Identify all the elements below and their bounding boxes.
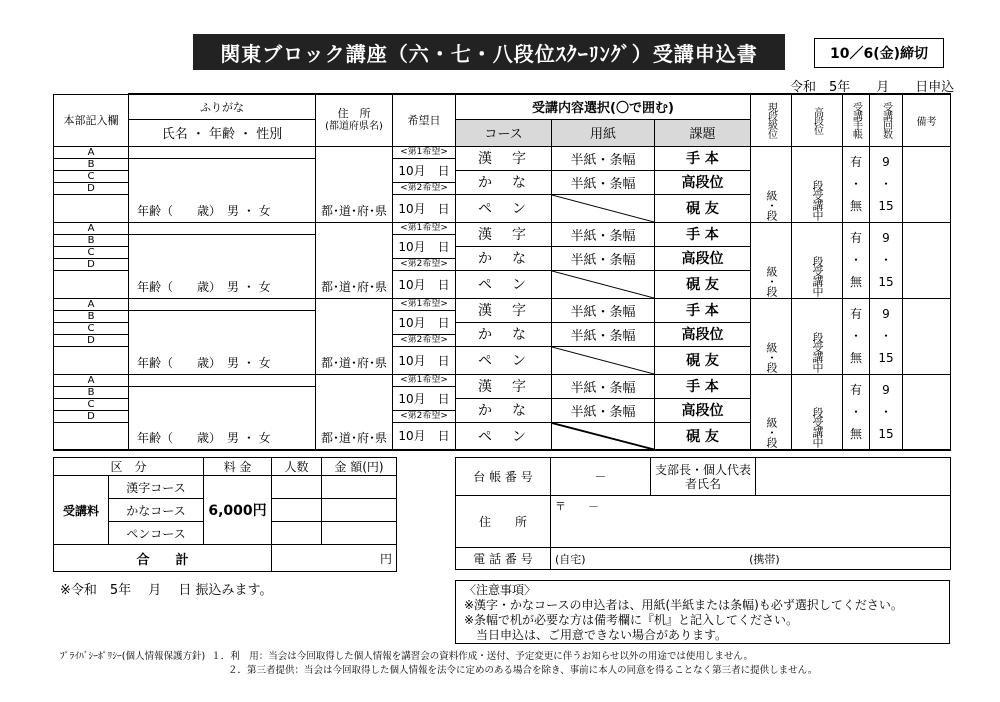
honbu-a: A xyxy=(54,222,129,234)
paper-option[interactable]: 半紙・条幅 xyxy=(552,322,655,346)
subject-option[interactable]: 高段位 xyxy=(655,170,751,194)
amount-header: 金 額(円) xyxy=(322,458,397,476)
paper-option[interactable]: 半紙・条幅 xyxy=(552,146,655,170)
address-label: 住 所 xyxy=(456,496,551,548)
course-option[interactable]: 漢 字 xyxy=(456,374,552,398)
entry-row xyxy=(54,298,951,310)
honbu-blank[interactable] xyxy=(54,422,129,450)
second-choice-label: <第2希望> xyxy=(393,182,456,194)
furigana-header: ふりがな xyxy=(129,94,316,119)
amount-pen[interactable] xyxy=(322,522,397,545)
course-option[interactable]: 漢 字 xyxy=(456,222,552,246)
tuition-label: 受講料 xyxy=(54,476,109,545)
course-option[interactable]: か な xyxy=(456,322,552,346)
application-date: 令和 5年 月 日申込 xyxy=(790,80,955,95)
honbu-b: B xyxy=(54,158,129,170)
deadline-box: 10／6(金)締切 xyxy=(814,38,944,68)
privacy-policy xyxy=(60,650,817,678)
form-title: 関東ブロック講座（六・七・八段位ｽｸｰﾘﾝｸﾞ）受講申込書 xyxy=(193,34,785,70)
honbu-blank[interactable] xyxy=(54,346,129,374)
course-option[interactable]: か な xyxy=(456,246,552,270)
high-rank-header: 高段位 xyxy=(792,94,843,146)
ledger-value[interactable]: － xyxy=(551,458,651,496)
honbu-d: D xyxy=(54,410,129,422)
honbu-a: A xyxy=(54,374,129,386)
people-pen[interactable] xyxy=(272,522,322,545)
subject-option[interactable]: 手 本 xyxy=(655,298,751,322)
honbu-c: C xyxy=(54,398,129,410)
name-input[interactable]: 年齢（ 歳） 男 ・ 女 xyxy=(129,310,316,374)
current-rank-header: 現段級位 xyxy=(751,94,792,146)
paper-na-cell xyxy=(552,346,655,374)
first-choice-label: <第1希望> xyxy=(393,222,456,234)
count-option[interactable]: 9 ・ 15 xyxy=(870,146,903,222)
first-choice-date[interactable]: 10月 日 xyxy=(393,386,456,410)
paper-header: 用紙 xyxy=(552,119,655,146)
fee-category-header: 区 分 xyxy=(54,458,204,476)
honbu-b: B xyxy=(54,234,129,246)
course-option[interactable]: 漢 字 xyxy=(456,146,552,170)
remarks-header: 備考 xyxy=(903,94,951,146)
fee-course-pen: ペンコース xyxy=(109,522,204,545)
first-choice-date[interactable]: 10月 日 xyxy=(393,310,456,334)
privacy-label: ﾌﾟﾗｲﾊﾞｼｰﾎﾟﾘｼｰ(個人情報保護方針) xyxy=(60,651,206,662)
course-option[interactable]: ペ ン xyxy=(456,346,552,374)
total-amount[interactable] xyxy=(272,545,397,572)
diagonal-line xyxy=(552,347,654,374)
notebook-option[interactable]: 有 ・ 無 xyxy=(843,146,870,222)
subject-option[interactable]: 硯 友 xyxy=(655,346,751,374)
honbu-header: 本部記入欄 xyxy=(54,94,129,146)
rank-input[interactable]: 級・段 xyxy=(751,298,792,374)
second-choice-date[interactable]: 10月 日 xyxy=(393,270,456,298)
notes-box xyxy=(455,580,950,644)
notebook-option[interactable]: 有 ・ 無 xyxy=(843,222,870,298)
subject-option[interactable]: 手 本 xyxy=(655,146,751,170)
count-header: 受講回数 xyxy=(870,94,903,146)
notes-title: 〈注意事項〉 xyxy=(464,583,537,597)
paper-option[interactable]: 半紙・条幅 xyxy=(552,298,655,322)
paper-option[interactable]: 半紙・条幅 xyxy=(552,374,655,398)
course-option[interactable]: ペ ン xyxy=(456,194,552,222)
second-choice-date[interactable]: 10月 日 xyxy=(393,346,456,374)
people-header: 人数 xyxy=(272,458,322,476)
second-choice-date[interactable]: 10月 日 xyxy=(393,194,456,222)
first-choice-label: <第1希望> xyxy=(393,374,456,386)
rank-input[interactable]: 級・段 xyxy=(751,374,792,450)
note-line-2: ※条幅で机が必要な方は備考欄に『机』と記入してください。 xyxy=(464,613,799,627)
honbu-blank[interactable] xyxy=(54,194,129,222)
home-phone-label: (自宅) xyxy=(555,552,586,566)
subject-option[interactable]: 硯 友 xyxy=(655,422,751,450)
name-header: 氏名 ・ 年齢 ・ 性別 xyxy=(129,119,316,146)
name-input[interactable]: 年齢（ 歳） 男 ・ 女 xyxy=(129,234,316,298)
second-choice-label: <第2希望> xyxy=(393,410,456,422)
high-rank-input[interactable]: 段受講中 xyxy=(792,374,843,450)
note-line-3: 当日申込は、ご用意できない場合があります。 xyxy=(464,628,728,642)
mobile-phone-label: (携帯) xyxy=(749,552,780,566)
remarks-input[interactable] xyxy=(903,374,951,450)
honbu-d: D xyxy=(54,258,129,270)
notebook-header: 受講手帳 xyxy=(843,94,870,146)
subject-option[interactable]: 手 本 xyxy=(655,222,751,246)
notebook-option[interactable]: 有 ・ 無 xyxy=(843,374,870,450)
second-choice-label: <第2希望> xyxy=(393,334,456,346)
note-line-1: ※漢字・かなコースの申込者は、用紙(半紙または条幅)も必ず選択してください。 xyxy=(464,598,903,612)
paper-option[interactable]: 半紙・条幅 xyxy=(552,246,655,270)
fee-course-kanji: 漢字コース xyxy=(109,476,204,499)
address-value[interactable] xyxy=(551,496,951,548)
selection-header: 受講内容選択(〇で囲む) xyxy=(456,94,751,119)
people-kana[interactable] xyxy=(272,499,322,522)
paper-option[interactable]: 半紙・条幅 xyxy=(552,398,655,422)
people-kanji[interactable] xyxy=(272,476,322,499)
subject-option[interactable]: 高段位 xyxy=(655,322,751,346)
entry-row xyxy=(54,374,951,386)
date-header: 希望日 xyxy=(393,94,456,146)
subject-option[interactable]: 硯 友 xyxy=(655,194,751,222)
subject-header: 課題 xyxy=(655,119,751,146)
first-choice-date[interactable]: 10月 日 xyxy=(393,234,456,258)
remarks-input[interactable] xyxy=(903,146,951,222)
high-rank-input[interactable]: 段受講中 xyxy=(792,146,843,222)
address-input[interactable]: 都･道･府･県 xyxy=(316,374,393,450)
rank-input[interactable]: 級・段 xyxy=(751,222,792,298)
course-option[interactable]: か な xyxy=(456,170,552,194)
first-choice-label: <第1希望> xyxy=(393,298,456,310)
honbu-c: C xyxy=(54,322,129,334)
first-choice-label: <第1希望> xyxy=(393,146,456,158)
branch-value[interactable] xyxy=(756,458,951,496)
first-choice-date[interactable]: 10月 日 xyxy=(393,158,456,182)
high-rank-input[interactable]: 段受講中 xyxy=(792,222,843,298)
info-table xyxy=(455,457,951,570)
name-input[interactable]: 年齢（ 歳） 男 ・ 女 xyxy=(129,158,316,222)
second-choice-label: <第2希望> xyxy=(393,258,456,270)
paper-na-cell xyxy=(552,270,655,298)
honbu-d: D xyxy=(54,334,129,346)
paper-option[interactable]: 半紙・条幅 xyxy=(552,170,655,194)
amount-kanji[interactable] xyxy=(322,476,397,499)
furigana-input[interactable] xyxy=(129,298,316,310)
branch-label: 支部長・個人代表者氏名 xyxy=(651,458,756,496)
amount-kana[interactable] xyxy=(322,499,397,522)
fee-course-kana: かなコース xyxy=(109,499,204,522)
address-header-sub: (都道府県名) xyxy=(325,121,383,133)
ledger-label: 台 帳 番 号 xyxy=(456,458,551,496)
privacy-line-2: ２．第三者提供：当会は今回取得した個人情報を法令に定めのある場合を除き、事前に本人の同意を得ることなく第三者に提供しません。 xyxy=(228,665,818,676)
address-input[interactable]: 都･道･府･県 xyxy=(316,222,393,298)
address-header xyxy=(316,94,393,146)
subject-option[interactable]: 手 本 xyxy=(655,374,751,398)
application-table xyxy=(53,93,951,451)
name-input[interactable]: 年齢（ 歳） 男 ・ 女 xyxy=(129,386,316,450)
entry-row xyxy=(54,222,951,234)
count-option[interactable]: 9 ・ 15 xyxy=(870,374,903,450)
count-option[interactable]: 9 ・ 15 xyxy=(870,222,903,298)
paper-na-cell xyxy=(552,422,655,450)
transfer-note: ※令和 5年 月 日 振込みます。 xyxy=(60,583,273,598)
honbu-blank[interactable] xyxy=(54,270,129,298)
honbu-b: B xyxy=(54,386,129,398)
privacy-line-1: １．利 用：当会は今回取得した個人情報を講習会の資料作成・送付、予定変更に伴うお知らせ以外の用途では使用しません。 xyxy=(211,651,754,662)
honbu-a: A xyxy=(54,298,129,310)
course-option[interactable]: ペ ン xyxy=(456,422,552,450)
furigana-input[interactable] xyxy=(129,146,316,158)
subject-option[interactable]: 高段位 xyxy=(655,398,751,422)
diagonal-line xyxy=(552,423,654,450)
postal-mark: 〒 － xyxy=(555,500,599,513)
fee-table xyxy=(53,457,397,572)
address-header-label: 住 所 xyxy=(337,107,371,121)
phone-label: 電 話 番 号 xyxy=(456,548,551,570)
diagonal-line xyxy=(552,195,654,222)
honbu-b: B xyxy=(54,310,129,322)
rank-input[interactable]: 級・段 xyxy=(751,146,792,222)
notebook-option[interactable]: 有 ・ 無 xyxy=(843,298,870,374)
course-option[interactable]: か な xyxy=(456,398,552,422)
honbu-c: C xyxy=(54,246,129,258)
remarks-input[interactable] xyxy=(903,222,951,298)
second-choice-date[interactable]: 10月 日 xyxy=(393,422,456,450)
remarks-input[interactable] xyxy=(903,298,951,374)
address-input[interactable]: 都･道･府･県 xyxy=(316,146,393,222)
furigana-input[interactable] xyxy=(129,374,316,386)
course-option[interactable]: 漢 字 xyxy=(456,298,552,322)
high-rank-input[interactable]: 段受講中 xyxy=(792,298,843,374)
diagonal-line xyxy=(552,271,654,298)
count-option[interactable]: 9 ・ 15 xyxy=(870,298,903,374)
honbu-a: A xyxy=(54,146,129,158)
paper-option[interactable]: 半紙・条幅 xyxy=(552,222,655,246)
subject-option[interactable]: 硯 友 xyxy=(655,270,751,298)
phone-value[interactable] xyxy=(551,548,951,570)
entry-row xyxy=(54,146,951,158)
address-input[interactable]: 都･道･府･県 xyxy=(316,298,393,374)
honbu-c: C xyxy=(54,170,129,182)
paper-na-cell xyxy=(552,194,655,222)
honbu-d: D xyxy=(54,182,129,194)
course-header: コース xyxy=(456,119,552,146)
total-label: 合 計 xyxy=(54,545,272,572)
yen-label: 円 xyxy=(379,551,392,566)
furigana-input[interactable] xyxy=(129,222,316,234)
subject-option[interactable]: 高段位 xyxy=(655,246,751,270)
fee-header: 料 金 xyxy=(204,458,272,476)
fee-value: 6,000円 xyxy=(204,476,272,545)
course-option[interactable]: ペ ン xyxy=(456,270,552,298)
